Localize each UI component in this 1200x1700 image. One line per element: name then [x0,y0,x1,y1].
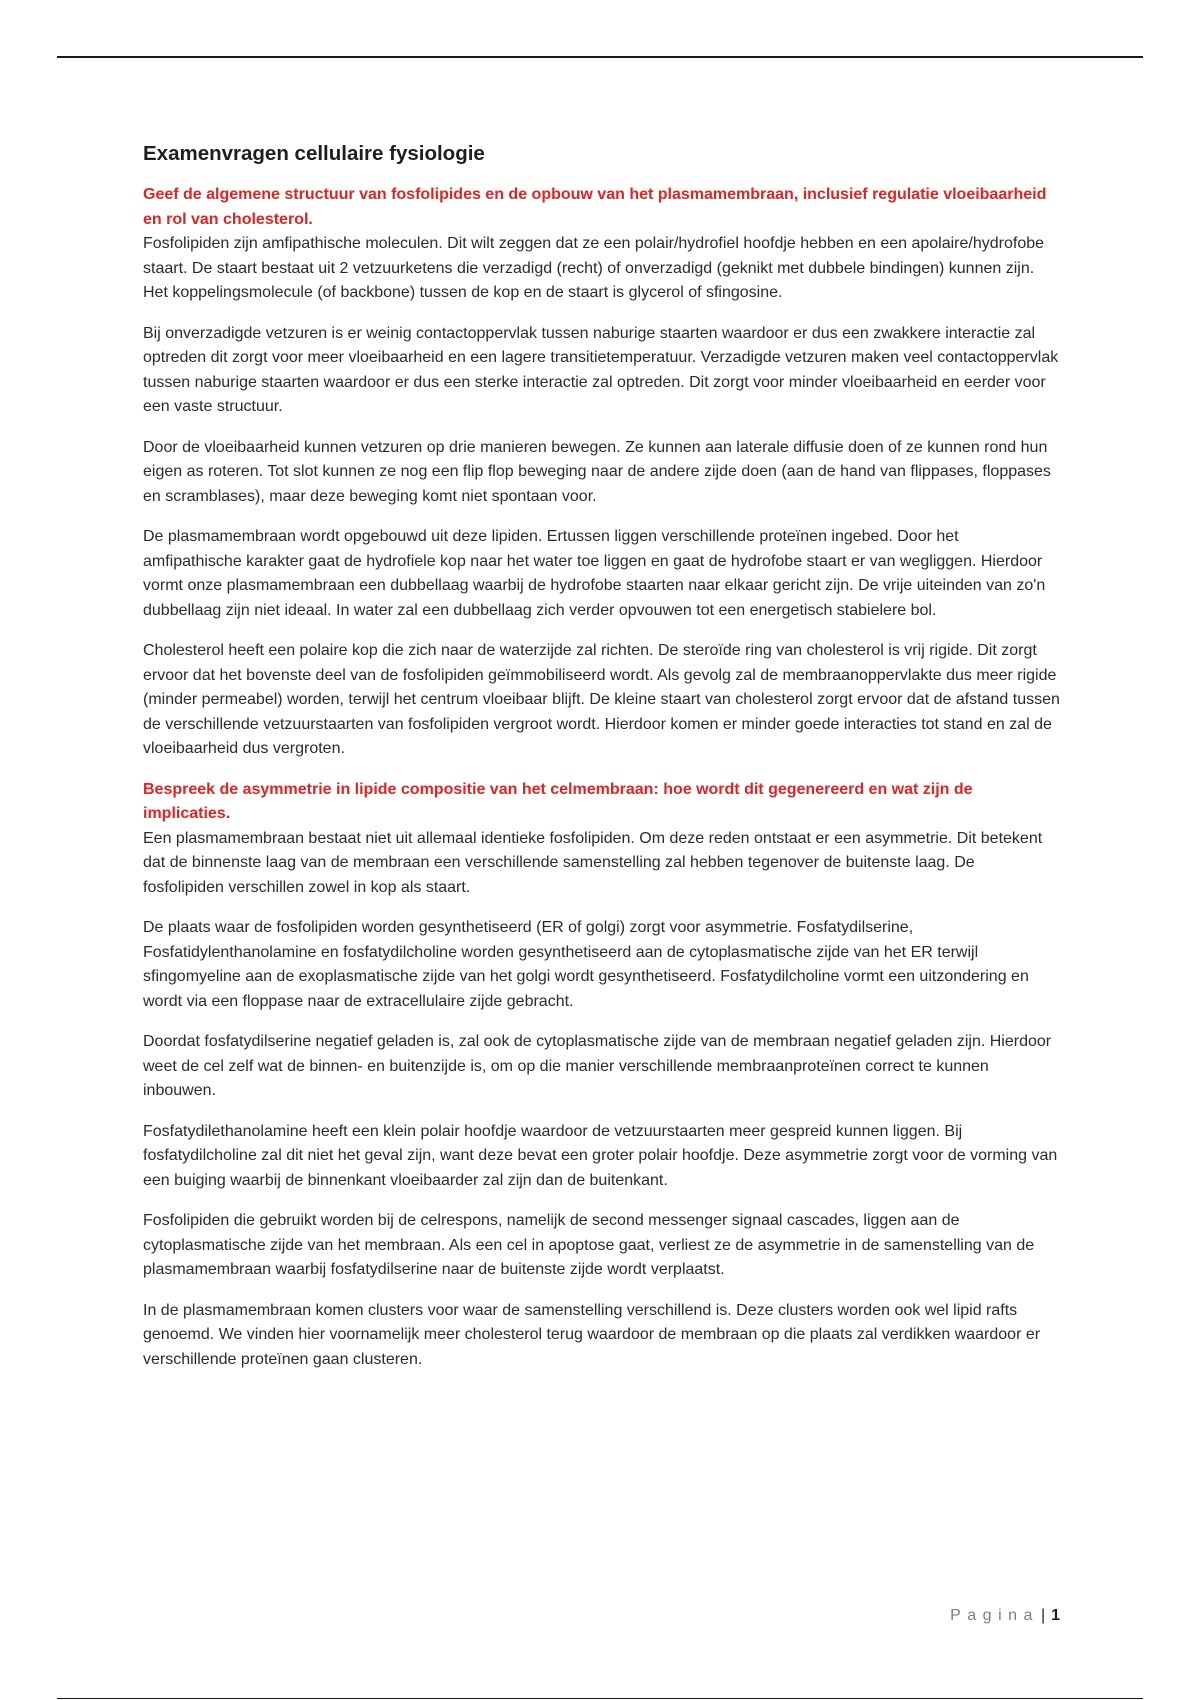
question-heading: Bespreek de asymmetrie in lipide compositie van het celmembraan: hoe wordt dit gegenereerd en wat zijn de implicaties. [143,780,973,822]
paragraph: In de plasmamembraan komen clusters voor waar de samenstelling verschillend is. Deze clusters worden ook wel lipid rafts genoemd. We vinden hier voornamelijk meer cholesterol terug waardoor de membraan op die plaats zal verdikken waardoor er verschillende proteïnen gaan clusteren. [143,1301,1041,1368]
question-heading: Geef de algemene structuur van fosfolipides en de opbouw van het plasmamembraan, inclusief regulatie vloeibaarheid en rol van cholesterol. [143,186,1047,228]
document-body [143,140,1060,1388]
paragraph: Cholesterol heeft een polaire kop die zich naar de waterzijde zal richten. De steroïde ring van cholesterol is vrij rigide. Dit zorgt ervoor dat het bovenste deel van de fosfolipiden geïmmobiliseerd wordt. Als gevolg zal de membraanoppervlakte dus meer rigide (minder permeabel) worden, terwijl het centrum vloeibaar blijft. De kleine staart van cholesterol zorgt ervoor dat de afstand tussen de verschillende vetzuurstaarten van fosfolipiden vergroot wordt. Hierdoor komen er minder goede interacties tot stand en zal de vloeibaarheid dus vergroten. [143,642,1060,757]
paragraph: Door de vloeibaarheid kunnen vetzuren op drie manieren bewegen. Ze kunnen aan laterale diffusie doen of ze kunnen rond hun eigen as roteren. Tot slot kunnen ze nog een flip flop beweging naar de andere zijde doen (aan de hand van flippases, floppases en scramblases), maar deze beweging komt niet spontaan voor. [143,438,1051,505]
paragraph: De plaats waar de fosfolipiden worden gesynthetiseerd (ER of golgi) zorgt voor asymmetrie. Fosfatydilserine, Fosfatidylenthanolamine en fosfatydilcholine worden gesynthetiseerd aan de cytoplasmatische zijde van het ER terwijl sfingomyeline aan de exoplasmatische zijde van het golgi wordt gesynthetiseerd. Fosfatydilcholine vormt een uitzondering en wordt via een floppase naar de extracellulaire zijde gebracht. [143,919,1029,1010]
paragraph: Fosfolipiden zijn amfipathische moleculen. Dit wilt zeggen dat ze een polair/hydrofiel hoofdje hebben en een apolaire/hydrofobe staart. De staart bestaat uit 2 vetzuurketens die verzadigd (recht) of onverzadigd (geknikt met dubbele bindingen) kunnen zijn. Het koppelingsmolecule (of backbone) tussen de kop en de staart is glycerol of sfingosine. [143,235,1045,301]
header-rule [57,56,1143,58]
paragraph: Fosfatydilethanolamine heeft een klein polair hoofdje waardoor de vetzuurstaarten meer gespreid kunnen liggen. Bij fosfatydilcholine zal dit niet het geval zijn, want deze bevat een groter polair hoofdje. Deze asymmetrie zorgt voor de vorming van een buiging waarbij de binnenkant vloeibaarder zal zijn dan de buitenkant. [143,1122,1058,1189]
section-1 [143,183,1060,762]
page-label: Pagina [950,1607,1039,1624]
paragraph: Bij onverzadigde vetzuren is er weinig contactoppervlak tussen naburige staarten waardoor er dus een zwakkere interactie zal optreden dit zorgt voor meer vloeibaarheid en een lagere transitietemperatuur. Verzadigde vetzuren maken veel contactoppervlak tussen naburige staarten waardoor er dus een sterke interactie zal optreden. Dit zorgt voor minder vloeibaarheid en eerder voor een vaste structuur. [143,324,1059,415]
document-title: Examenvragen cellulaire fysiologie [143,142,485,165]
paragraph: Fosfolipiden die gebruikt worden bij de celrespons, namelijk de second messenger signaal cascades, liggen aan de cytoplasmatische zijde van het membraan. Als een cel in apoptose gaat, verliest ze de asymmetrie in de samenstelling van de plasmamembraan waarbij fosfatydilserine naar de buitenste zijde wordt verplaatst. [143,1212,1035,1278]
page-separator: | [1040,1607,1046,1624]
footer-rule [57,1698,1143,1699]
page-number: 1 [1051,1607,1060,1624]
paragraph: Doordat fosfatydilserine negatief geladen is, zal ook de cytoplasmatische zijde van de membraan negatief geladen zijn. Hierdoor weet de cel zelf wat de binnen- en buitenzijde is, om op die manier verschillende membraanproteïnen correct te kunnen inbouwen. [143,1033,1052,1099]
paragraph: Een plasmamembraan bestaat niet uit allemaal identieke fosfolipiden. Om deze reden ontstaat er een asymmetrie. Dit betekent dat de binnenste laag van de membraan een verschillende samenstelling zal hebben tegenover de buitenste laag. De fosfolipiden verschillen zowel in kop als staart. [143,829,1043,896]
page-footer [880,1606,1060,1626]
section-2 [143,778,1060,1373]
paragraph: De plasmamembraan wordt opgebouwd uit deze lipiden. Ertussen liggen verschillende proteïnen ingebed. Door het amfipathische karakter gaat de hydrofiele kop naar het water toe liggen en gaat de hydrofobe staart er van wegliggen. Hierdoor vormt onze plasmamembraan een dubbellaag waarbij de hydrofobe staarten naar elkaar gericht zijn. De vrije uiteinden van zo'n dubbellaag zijn niet ideaal. In water zal een dubbellaag zich verder opvouwen tot een energetisch stabielere bol. [143,528,1046,619]
